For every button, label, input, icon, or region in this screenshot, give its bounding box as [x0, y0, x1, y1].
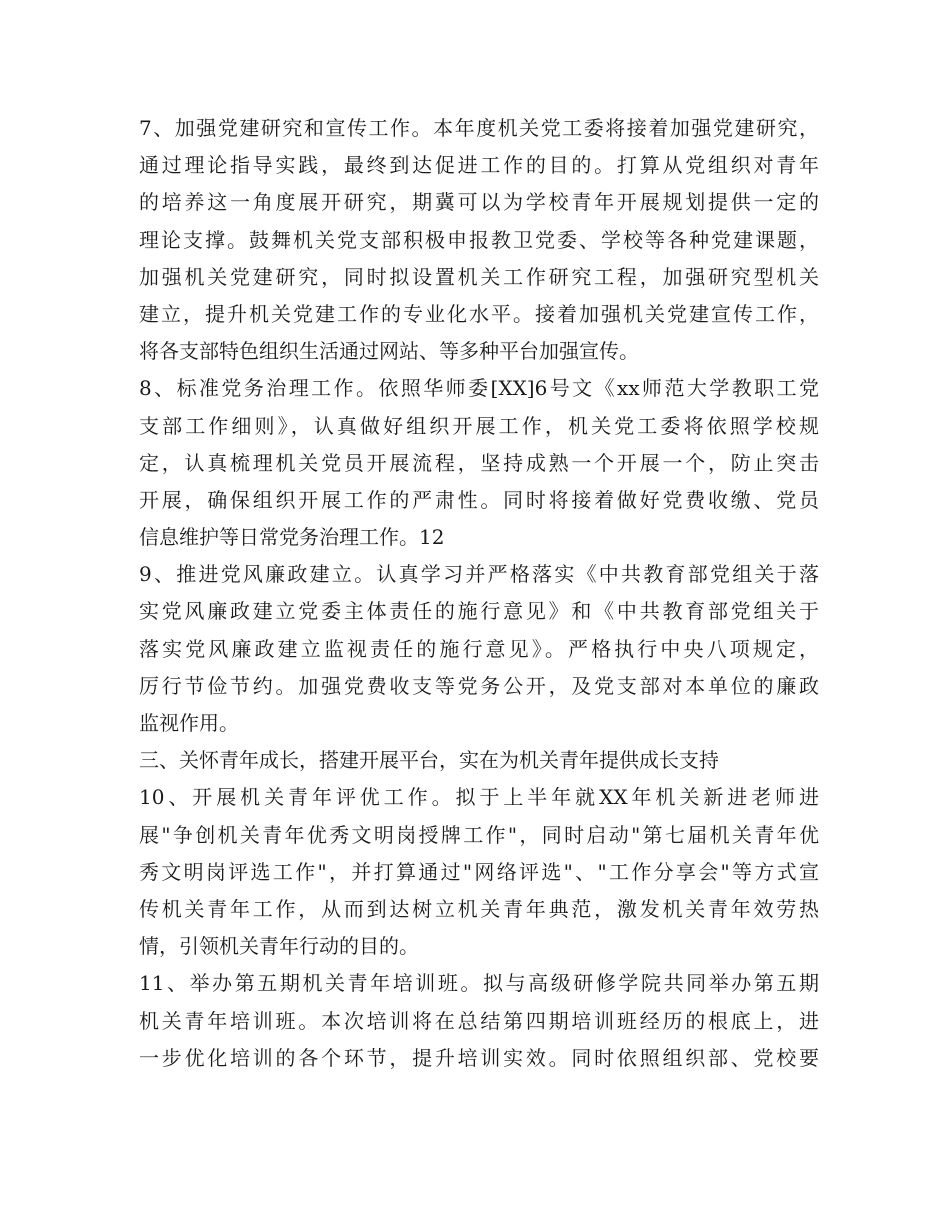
text-line: 机关青年培训班。本次培训将在总结第四期培训班经历的根底上，进	[139, 1008, 819, 1033]
text-line: 实党风廉政建立党委主体责任的施行意见》和《中共教育部党组关于	[139, 599, 819, 624]
text-line: 情，引领机关青年行动的目的。	[139, 934, 419, 959]
text-line: 信息维护等日常党务治理工作。12	[139, 525, 445, 550]
text-line: 11、举办第五期机关青年培训班。拟与高级研修学院共同举办第五期	[139, 971, 819, 996]
text-line: 将各支部特色组织生活通过网站、等多种平台加强宣传。	[139, 339, 639, 364]
text-line: 7、加强党建研究和宣传工作。本年度机关党工委将接着加强党建研究，	[139, 116, 819, 140]
text-line: 8、标准党务治理工作。依照华师委[XX]6号文《xx师范大学教职工党	[139, 376, 819, 401]
text-line: 理论支撑。鼓舞机关党支部积极申报教卫党委、学校等各种党建课题，	[139, 227, 819, 252]
text-line: 展"争创机关青年优秀文明岗授牌工作"，同时启动"第七届机关青年优	[139, 822, 819, 847]
text-line: 开展，确保组织开展工作的严肃性。同时将接着做好党费收缴、党员	[139, 487, 819, 512]
text-line: 通过理论指导实践，最终到达促进工作的目的。打算从党组织对青年	[139, 153, 819, 178]
text-line: 一步优化培训的各个环节，提升培训实效。同时依照组织部、党校要	[139, 1045, 819, 1070]
text-line: 秀文明岗评选工作"，并打算通过"网络评选"、"工作分享会"等方式宣	[139, 859, 819, 884]
document-body	[139, 110, 819, 1077]
text-line: 加强机关党建研究，同时拟设置机关工作研究工程，加强研究型机关	[139, 264, 819, 289]
text-line: 定，认真梳理机关党员开展流程，坚持成熟一个开展一个，防止突击	[139, 450, 819, 475]
text-line: 支部工作细则》，认真做好组织开展工作，机关党工委将依照学校规	[139, 413, 819, 438]
text-line: 9、推进党风廉政建立。认真学习并严格落实《中共教育部党组关于落	[139, 562, 819, 587]
text-line: 传机关青年工作，从而到达树立机关青年典范，激发机关青年效劳热	[139, 896, 819, 921]
text-line: 厉行节俭节约。加强党费收支等党务公开，及党支部对本单位的廉政	[139, 673, 819, 698]
text-line: 监视作用。	[139, 711, 239, 735]
text-line: 建立，提升机关党建工作的专业化水平。接着加强机关党建宣传工作，	[139, 301, 819, 326]
text-line: 落实党风廉政建立监视责任的施行意见》。严格执行中央八项规定，	[139, 636, 819, 661]
text-line: 10、开展机关青年评优工作。拟于上半年就XX年机关新进老师进	[139, 785, 819, 810]
section-heading: 三、关怀青年成长，搭建开展平台，实在为机关青年提供成长支持	[139, 748, 719, 773]
text-line: 的培养这一角度展开研究，期冀可以为学校青年开展规划提供一定的	[139, 190, 819, 215]
